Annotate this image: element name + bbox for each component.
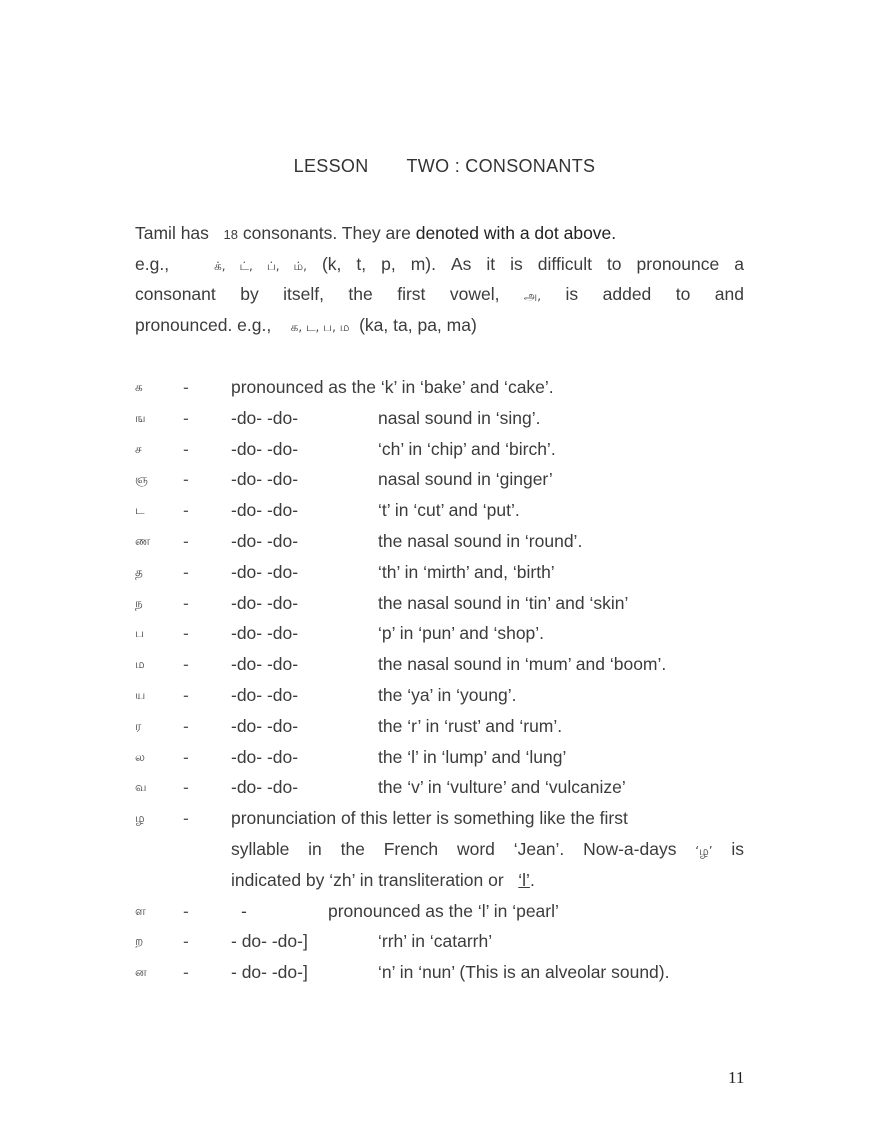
- consonant-row-nya: ஞ - -do- -do- nasal sound in ‘ginger’: [135, 464, 755, 495]
- page-title: [0, 156, 879, 177]
- pronunciation: ‘rrh’ in ‘catarrh’: [378, 931, 493, 952]
- page-number: 11: [728, 1068, 745, 1087]
- pronunciation: ‘n’ in ‘nun’ (This is an alveolar sound).: [378, 962, 670, 983]
- pronunciation: pronounced as the ‘k’ in ‘bake’ and ‘cake’.: [231, 377, 554, 397]
- consonant-row-zha: ழ - pronunciation of this letter is something like the first: [135, 803, 755, 834]
- intro-line-1: Tamil has 18 consonants. They are denoted with a dot above.: [135, 223, 617, 243]
- ditto-mark: -do- -do-: [231, 561, 299, 582]
- pronunciation: nasal sound in ‘sing’.: [378, 407, 541, 428]
- pronunciation: the nasal sound in ‘tin’ and ‘skin’: [378, 592, 629, 613]
- ditto-mark: -do- -do-: [231, 592, 299, 613]
- ditto-mark: - do- -do-]: [231, 962, 308, 983]
- ditto-mark: -do- -do-: [231, 438, 299, 459]
- intro-line-4: pronounced. e.g., க, ட, ப, ம (ka, ta, pa, ma): [135, 315, 477, 336]
- pronunciation: the nasal sound in ‘round’.: [378, 530, 583, 551]
- ditto-mark: -do- -do-: [231, 777, 299, 798]
- consonant-row-ca: ச - -do- -do- ‘ch’ in ‘chip’ and ‘birch’.: [135, 434, 755, 465]
- tamil-zha-quoted: ‘ழ’: [695, 843, 713, 858]
- pronunciation: ‘ch’ in ‘chip’ and ‘birch’.: [378, 438, 556, 459]
- zha-continuation-1: [135, 834, 755, 865]
- tamil-letter: ற: [135, 934, 144, 949]
- consonant-row-ra: ர - -do- -do- the ‘r’ in ‘rust’ and ‘rum’.: [135, 711, 755, 742]
- tamil-letter: ல: [135, 749, 145, 764]
- tamil-example-pure-consonants: க், ட், ப், ம்,: [214, 258, 307, 273]
- consonant-row-ta: த - -do- -do- ‘th’ in ‘mirth’ and, ‘birth’: [135, 557, 755, 588]
- tamil-letter: ச: [135, 441, 142, 456]
- tamil-letter: ன: [135, 965, 147, 980]
- consonant-row-va: வ - -do- -do- the ‘v’ in ‘vulture’ and ‘vulcanize’: [135, 772, 755, 803]
- intro-line-2: e.g., க், ட், ப், ம், (k, t, p, m). As it is difficult to pronounce a: [135, 253, 744, 274]
- tamil-letter: ழ: [135, 811, 145, 826]
- consonant-row-la: ல - -do- -do- the ‘l’ in ‘lump’ and ‘lung’: [135, 742, 755, 773]
- tamil-letter: ர: [135, 718, 142, 733]
- tamil-letter: ட: [135, 503, 145, 518]
- consonant-row-ka: க - pronounced as the ‘k’ in ‘bake’ and ‘cake’.: [135, 372, 755, 403]
- intro-line-3: consonant by itself, the first vowel, அ, is added to and: [135, 284, 744, 305]
- ditto-mark: -do- -do-: [231, 530, 299, 551]
- consonant-row-nga: ங - -do- -do- nasal sound in ‘sing’.: [135, 403, 755, 434]
- ditto-mark: -do- -do-: [231, 715, 299, 736]
- tamil-letter: ள: [135, 903, 146, 918]
- title-lesson: LESSON: [293, 156, 369, 176]
- ditto-mark: -do- -do-: [231, 469, 299, 490]
- consonant-row-ma: ம - -do- -do- the nasal sound in ‘mum’ and ‘boom’.: [135, 649, 755, 680]
- intro-paragraph: [135, 218, 744, 341]
- ditto-mark: -do- -do-: [231, 654, 299, 675]
- tamil-example-syllables: க, ட, ப, ம: [290, 320, 350, 335]
- ditto-mark: -do- -do-: [231, 500, 299, 521]
- consonant-row-pa: ப - -do- -do- ‘p’ in ‘pun’ and ‘shop’.: [135, 618, 755, 649]
- pronunciation-line-3: indicated by ‘zh’ in transliteration or ‘l’.: [231, 869, 535, 890]
- tamil-letter: த: [135, 564, 143, 579]
- consonant-row-nnna: ன - - do- -do-] ‘n’ in ‘nun’ (This is an alveolar sound).: [135, 957, 755, 988]
- pronunciation: the ‘v’ in ‘vulture’ and ‘vulcanize’: [378, 777, 626, 798]
- pronunciation-line-2: syllable in the French word ‘Jean’. Now-a-days ‘ழ’ is: [231, 838, 745, 859]
- pronunciation: pronounced as the ‘l’ in ‘pearl’: [328, 900, 559, 921]
- consonant-row-rra: ற - - do- -do-] ‘rrh’ in ‘catarrh’: [135, 926, 755, 957]
- pronunciation: the ‘r’ in ‘rust’ and ‘rum’.: [378, 715, 563, 736]
- title-topic: TWO : CONSONANTS: [406, 156, 596, 176]
- tamil-letter: ய: [135, 687, 146, 702]
- tamil-vowel-a: அ,: [523, 289, 542, 304]
- tamil-letter: ண: [135, 533, 151, 548]
- ditto-mark: -do- -do-: [231, 407, 299, 428]
- ditto-mark: -: [241, 900, 247, 921]
- transliteration-symbol: ‘l’: [518, 869, 530, 890]
- consonant-row-lla: ள - - pronounced as the ‘l’ in ‘pearl’: [135, 896, 755, 927]
- consonant-count: 18: [223, 227, 238, 242]
- pronunciation: the ‘ya’ in ‘young’.: [378, 684, 517, 705]
- tamil-letter: ப: [135, 626, 144, 641]
- pronunciation: the ‘l’ in ‘lump’ and ‘lung’: [378, 746, 567, 767]
- tamil-letter: க: [135, 380, 143, 394]
- pronunciation: ‘p’ in ‘pun’ and ‘shop’.: [378, 623, 545, 644]
- pronunciation-line-1: pronunciation of this letter is something like the first: [231, 808, 628, 829]
- ditto-mark: -do- -do-: [231, 684, 299, 705]
- tamil-letter: ம: [135, 657, 145, 672]
- tamil-letter: ஞ: [135, 472, 148, 487]
- consonant-list: [135, 372, 755, 988]
- consonant-row-nna: ண - -do- -do- the nasal sound in ‘round’.: [135, 526, 755, 557]
- consonant-row-tta: ட - -do- -do- ‘t’ in ‘cut’ and ‘put’.: [135, 495, 755, 526]
- tamil-letter: ந: [135, 595, 143, 610]
- pronunciation: ‘th’ in ‘mirth’ and, ‘birth’: [378, 561, 555, 582]
- consonant-row-na: ந - -do- -do- the nasal sound in ‘tin’ and ‘skin’: [135, 588, 755, 619]
- ditto-mark: -do- -do-: [231, 623, 299, 644]
- pronunciation: ‘t’ in ‘cut’ and ‘put’.: [378, 500, 520, 521]
- consonant-row-ya: ய - -do- -do- the ‘ya’ in ‘young’.: [135, 680, 755, 711]
- tamil-letter: ங: [135, 410, 146, 425]
- ditto-mark: - do- -do-]: [231, 931, 308, 952]
- tamil-letter: வ: [135, 780, 147, 795]
- pronunciation: the nasal sound in ‘mum’ and ‘boom’.: [378, 654, 667, 675]
- ditto-mark: -do- -do-: [231, 746, 299, 767]
- pronunciation: nasal sound in ‘ginger’: [378, 469, 553, 490]
- zha-continuation-2: [135, 865, 755, 896]
